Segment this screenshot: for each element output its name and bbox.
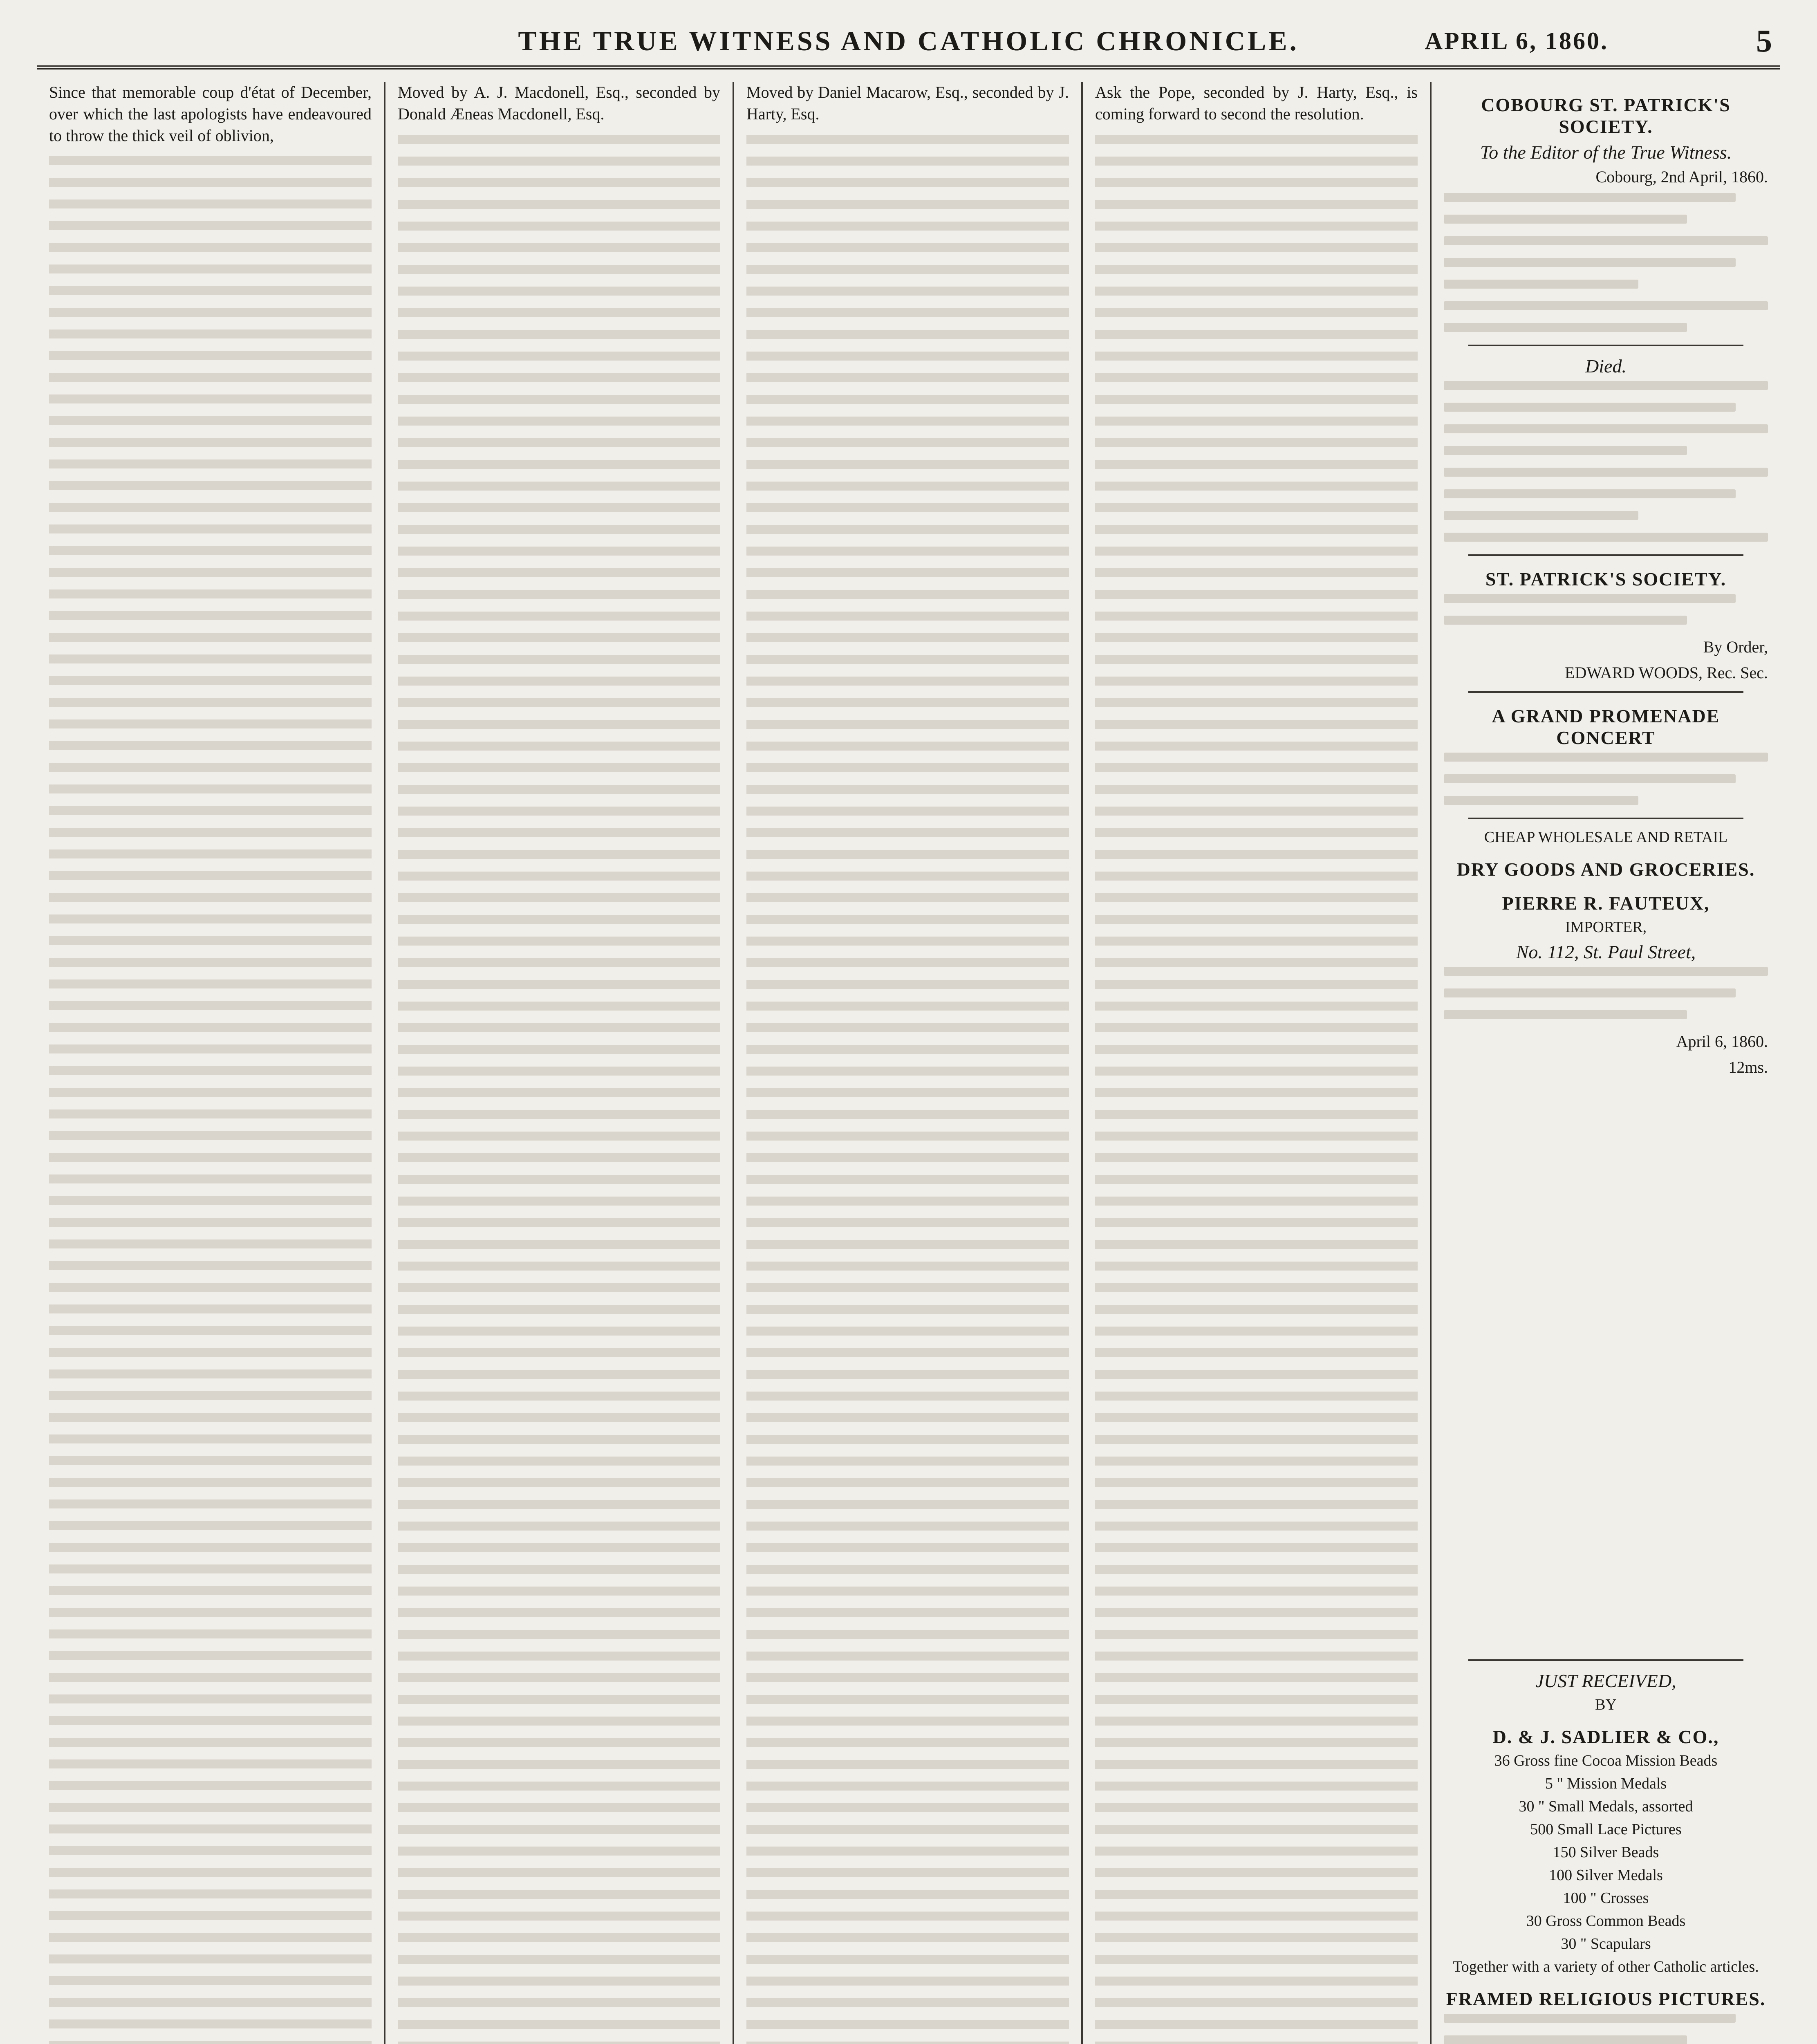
just-received-heading: JUST RECEIVED, xyxy=(1535,1670,1676,1691)
fauteux-code: 12ms. xyxy=(1728,1058,1768,1076)
column-5-upper-notices xyxy=(1444,82,1768,1650)
sadlier-item-8: 30 Gross Common Beads xyxy=(1526,1912,1686,1930)
society-sign-order: By Order, xyxy=(1703,638,1768,656)
column-4-illegible-text xyxy=(1095,135,1418,2044)
promenade-concert-heading: A GRAND PROMENADE CONCERT xyxy=(1492,706,1720,748)
newspaper-title: THE TRUE WITNESS AND CATHOLIC CHRONICLE. xyxy=(518,25,1299,56)
sadlier-item-1: 36 Gross fine Cocoa Mission Beads xyxy=(1494,1752,1718,1769)
masthead xyxy=(37,16,1780,69)
columns xyxy=(37,82,1780,2044)
sadlier-item-7: 100 " Crosses xyxy=(1563,1889,1649,1907)
column-1 xyxy=(37,82,385,2044)
fauteux-name: PIERRE R. FAUTEUX, xyxy=(1502,893,1710,914)
fauteux-importer: IMPORTER, xyxy=(1565,919,1647,936)
st-patricks-society-heading: ST. PATRICK'S SOCIETY. xyxy=(1485,569,1727,589)
column-5-notices xyxy=(1432,82,1780,2044)
sadlier-item-9: 30 " Scapulars xyxy=(1561,1935,1651,1952)
just-received-by: BY xyxy=(1595,1696,1617,1713)
dry-goods-heading: DRY GOODS AND GROCERIES. xyxy=(1456,859,1755,880)
column-1-illegible-text xyxy=(49,156,372,2044)
cobourg-society-address: To the Editor of the True Witness. xyxy=(1480,142,1732,163)
cobourg-society-heading: COBOURG ST. PATRICK'S SOCIETY. xyxy=(1481,94,1731,137)
sadlier-item-5: 150 Silver Beads xyxy=(1553,1844,1659,1861)
column-3-illegible-text xyxy=(746,135,1069,2044)
sadlier-item-3: 30 " Small Medals, assorted xyxy=(1519,1798,1693,1815)
cobourg-society-date: Cobourg, 2nd April, 1860. xyxy=(1595,168,1768,186)
died-heading: Died. xyxy=(1585,356,1627,377)
column-1-legible-text: Since that memorable coup d'état of December, over which the last apologists have endeavoured to throw the thick veil of oblivion, xyxy=(49,83,372,145)
column-5-lower-notices xyxy=(1444,1650,1768,2044)
framed-pictures-heading: FRAMED RELIGIOUS PICTURES. xyxy=(1446,1988,1766,2009)
column-4 xyxy=(1083,82,1432,2044)
fauteux-date: April 6, 1860. xyxy=(1676,1032,1768,1051)
column-4-legible-text: Ask the Pope, seconded by J. Harty, Esq., is coming forward to second the resolution. xyxy=(1095,83,1418,123)
issue-date: APRIL 6, 1860. xyxy=(1425,27,1609,54)
society-sign-secretary: EDWARD WOODS, Rec. Sec. xyxy=(1565,663,1768,682)
page-number: 5 xyxy=(1756,23,1772,58)
column-2-legible-text: Moved by A. J. Macdonell, Esq., seconded by Donald Æneas Macdonell, Esq. xyxy=(398,83,720,123)
sadlier-note: Together with a variety of other Catholic articles. xyxy=(1453,1958,1759,1975)
sadlier-item-2: 5 " Mission Medals xyxy=(1545,1775,1667,1792)
fauteux-address: No. 112, St. Paul Street, xyxy=(1516,941,1696,962)
column-2 xyxy=(385,82,734,2044)
column-2-illegible-text xyxy=(398,135,720,2044)
column-3-legible-text: Moved by Daniel Macarow, Esq., seconded by J. Harty, Esq. xyxy=(746,83,1069,123)
column-3 xyxy=(734,82,1083,2044)
sadlier-item-6: 100 Silver Medals xyxy=(1549,1867,1663,1884)
sadlier-name: D. & J. SADLIER & CO., xyxy=(1492,1726,1719,1747)
sadlier-item-4: 500 Small Lace Pictures xyxy=(1530,1821,1682,1838)
cheap-wholesale-heading: CHEAP WHOLESALE AND RETAIL xyxy=(1484,829,1728,846)
